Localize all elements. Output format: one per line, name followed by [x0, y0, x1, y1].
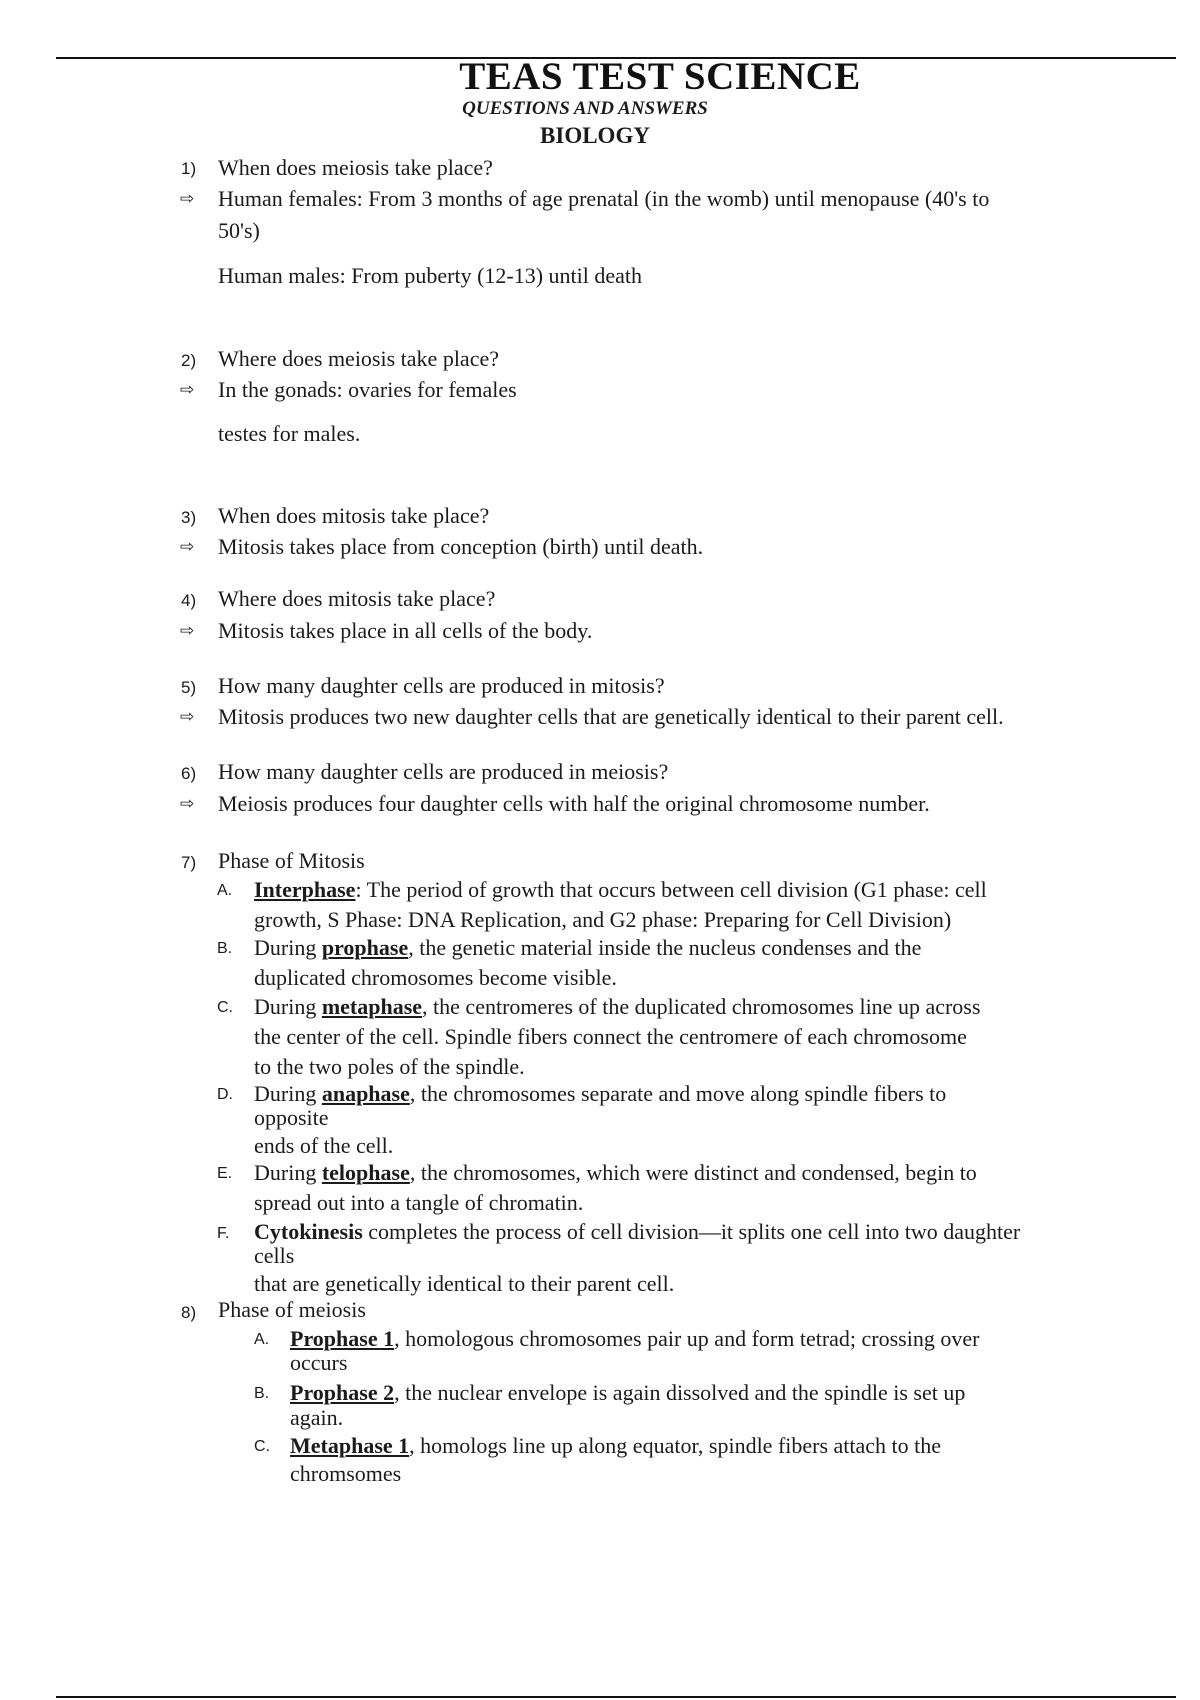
- question-text: When does meiosis take place?: [218, 155, 493, 180]
- phase-prefix: During: [254, 1081, 322, 1106]
- question-text: When does mitosis take place?: [218, 503, 490, 528]
- answer-text: 50's): [218, 218, 260, 243]
- bottom-rule: [56, 1696, 1176, 1698]
- question-text: Where does meiosis take place?: [218, 346, 499, 371]
- answer-arrow-icon: ⇨: [180, 537, 195, 557]
- mitosis-phase-line: [254, 1081, 946, 1107]
- list-letter: D.: [217, 1086, 233, 1103]
- list-letter: C.: [217, 999, 233, 1016]
- document-subtitle: QUESTIONS AND ANSWERS: [462, 98, 708, 119]
- answer-arrow-icon: ⇨: [180, 794, 195, 814]
- list-letter: B.: [254, 1385, 270, 1402]
- phase-term: metaphase: [321, 994, 423, 1019]
- mitosis-phase-line: [254, 994, 980, 1020]
- question-number: 6): [181, 764, 197, 783]
- meiosis-phase-line: [290, 1380, 965, 1406]
- phase-description: , homologs line up along equator, spindle fibers attach to the: [409, 1433, 942, 1458]
- section-heading: BIOLOGY: [540, 123, 650, 148]
- list-letter: C.: [254, 1438, 270, 1455]
- question-number: 3): [181, 508, 197, 527]
- mitosis-phase-continuation: the center of the cell. Spindle fibers connect the centromere of each chromosome: [254, 1024, 967, 1049]
- mitosis-phase-continuation: spread out into a tangle of chromatin.: [254, 1190, 584, 1215]
- question-text: How many daughter cells are produced in meiosis?: [218, 759, 669, 784]
- mitosis-phase-continuation: ends of the cell.: [254, 1133, 394, 1158]
- question-number: 2): [181, 351, 197, 370]
- question-number: 1): [181, 159, 197, 178]
- phase-term: telophase: [321, 1160, 410, 1185]
- mitosis-phase-continuation: to the two poles of the spindle.: [254, 1054, 525, 1079]
- question-text: Phase of Mitosis: [218, 848, 365, 873]
- question-text: Where does mitosis take place?: [218, 586, 496, 611]
- question-number: 5): [181, 678, 197, 697]
- answer-text: In the gonads: ovaries for females: [218, 377, 517, 402]
- mitosis-phase-continuation: growth, S Phase: DNA Replication, and G2 phase: Preparing for Cell Division): [254, 907, 952, 932]
- mitosis-phase-line: [254, 1160, 977, 1186]
- answer-text: Human males: From puberty (12-13) until death: [218, 263, 643, 288]
- answer-text: Mitosis takes place from conception (birth) until death.: [218, 534, 704, 559]
- phase-description: , homologous chromosomes pair up and form tetrad; crossing over: [394, 1326, 980, 1351]
- question-number: 4): [181, 591, 197, 610]
- meiosis-phase-line: [290, 1326, 979, 1352]
- question-number: 8): [181, 1303, 197, 1322]
- list-letter: F.: [217, 1225, 230, 1242]
- mitosis-phase-continuation: duplicated chromosomes become visible.: [254, 965, 617, 990]
- phase-description: completes the process of cell division—it splits one cell into two daughter: [362, 1219, 1021, 1244]
- mitosis-phase-line: [254, 1219, 1020, 1245]
- answer-arrow-icon: ⇨: [180, 380, 195, 400]
- phase-term: Cytokinesis: [254, 1219, 363, 1244]
- phase-term: anaphase: [321, 1081, 410, 1106]
- mitosis-phase-continuation: opposite: [254, 1105, 329, 1130]
- answer-text: Mitosis produces two new daughter cells that are genetically identical to their parent cell.: [218, 704, 1004, 729]
- mitosis-phase-line: [254, 935, 921, 961]
- phase-description: , the centromeres of the duplicated chromosomes line up across: [422, 994, 981, 1019]
- phase-description: : The period of growth that occurs between cell division (G1 phase: cell: [355, 877, 987, 902]
- answer-arrow-icon: ⇨: [180, 621, 195, 641]
- answer-text: Meiosis produces four daughter cells with half the original chromosome number.: [218, 791, 930, 816]
- phase-description: , the chromosomes separate and move along spindle fibers to: [409, 1081, 947, 1106]
- answer-text: testes for males.: [218, 421, 361, 446]
- mitosis-phase-line: [254, 877, 987, 903]
- question-number: 7): [181, 853, 197, 872]
- phase-prefix: During: [254, 935, 322, 960]
- mitosis-phase-continuation: that are genetically identical to their parent cell.: [254, 1271, 675, 1296]
- list-letter: A.: [254, 1331, 270, 1348]
- question-text: Phase of meiosis: [218, 1297, 366, 1322]
- phase-term: Prophase 1: [290, 1326, 395, 1351]
- phase-prefix: During: [254, 1160, 322, 1185]
- list-letter: B.: [217, 940, 233, 957]
- phase-term: Interphase: [254, 877, 356, 902]
- phase-description: , the chromosomes, which were distinct and condensed, begin to: [409, 1160, 977, 1185]
- phase-term: Metaphase 1: [290, 1433, 410, 1458]
- phase-description: , the nuclear envelope is again dissolved and the spindle is set up: [394, 1380, 966, 1405]
- meiosis-phase-line: [290, 1433, 941, 1459]
- list-letter: E.: [217, 1165, 233, 1182]
- answer-text: Mitosis takes place in all cells of the body.: [218, 618, 593, 643]
- phase-prefix: During: [254, 994, 322, 1019]
- meiosis-phase-continuation: chromsomes: [290, 1461, 402, 1486]
- list-letter: A.: [217, 882, 233, 899]
- answer-arrow-icon: ⇨: [180, 707, 195, 727]
- phase-description: , the genetic material inside the nucleus condenses and the: [408, 935, 922, 960]
- answer-arrow-icon: ⇨: [180, 189, 195, 209]
- document-title: TEAS TEST SCIENCE: [459, 55, 861, 98]
- question-text: How many daughter cells are produced in mitosis?: [218, 673, 665, 698]
- mitosis-phase-continuation: cells: [254, 1243, 295, 1268]
- phase-term: prophase: [321, 935, 409, 960]
- phase-term: Prophase 2: [290, 1380, 395, 1405]
- answer-text: Human females: From 3 months of age prenatal (in the womb) until menopause (40's to: [218, 186, 990, 211]
- meiosis-phase-continuation: occurs: [290, 1350, 348, 1375]
- meiosis-phase-continuation: again.: [290, 1405, 344, 1430]
